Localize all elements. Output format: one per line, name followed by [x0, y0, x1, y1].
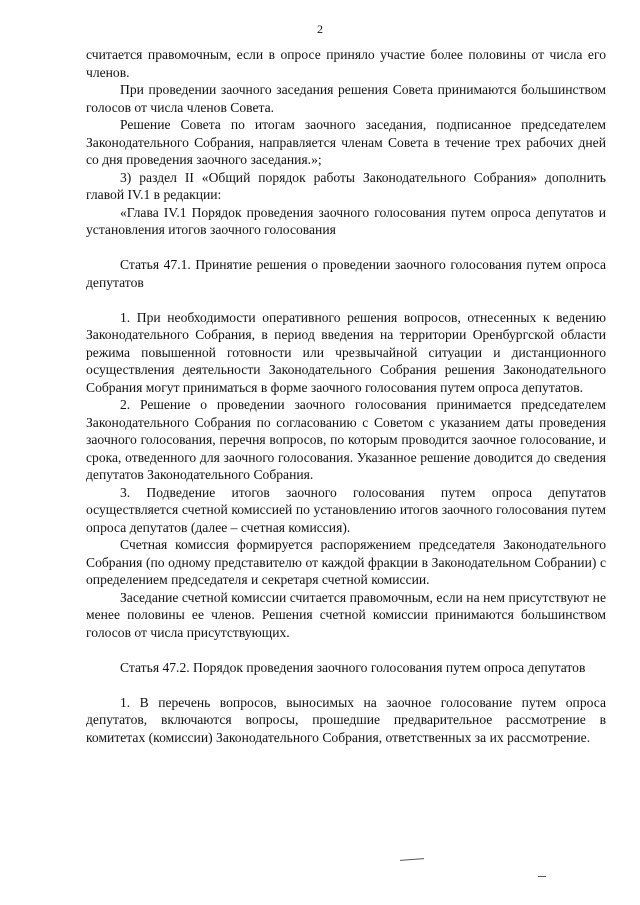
paragraph: При проведении заочного заседания решения Совета принимаются большинством голосов от числа членов Совета. [86, 82, 606, 115]
article-heading-47-1: Статья 47.1. Принятие решения о проведении заочного голосования путем опроса депутатов [86, 257, 606, 290]
document-body [86, 46, 606, 746]
paragraph: Заседание счетной комиссии считается правомочным, если на нем присутствуют не менее половины ее членов. Решения счетной комиссии принимаются большинством голосов от числа присутствующих. [86, 589, 606, 640]
paragraph: 1. В перечень вопросов, выносимых на заочное голосование путем опроса депутатов, включаются вопросы, прошедшие предварительное рассмотрение в комитетах (комиссии) Законодательного Собрания, ответственных за их рассмотрение. [86, 694, 606, 745]
paragraph: 3) раздел II «Общий порядок работы Законодательного Собрания» дополнить главой IV.1 в редакции: [86, 169, 606, 202]
scan-artifact [538, 876, 546, 877]
article-heading-47-2: Статья 47.2. Порядок проведения заочного голосования путем опроса депутатов [120, 659, 586, 675]
paragraph-continuation: считается правомочным, если в опросе приняло участие более половины от числа его членов. [86, 47, 606, 80]
scan-artifact [400, 858, 424, 861]
paragraph: Счетная комиссия формируется распоряжением председателя Законодательного Собрания (по одному представителю от каждой фракции в Законодательном Собрании) с определением председателя и секретаря счетной комиссии. [86, 537, 606, 587]
paragraph: 2. Решение о проведении заочного голосования принимается председателем Законодательного Собрания по согласованию с Советом с указанием даты проведения заочного голосования, перечня вопросов, по которым проводится заочное голосование, и срока, отведенного для заочного голосования. Указанное решение доводится до сведения депутатов Законодательного Собрания. [86, 397, 606, 482]
paragraph: 1. При необходимости оперативного решения вопросов, отнесенных к ведению Законодательного Собрания, в период введения на территории Оренбургской области режима повышенной готовности или чрезвычайной ситуации и дистанционного осуществления деятельности Законодательного Собрания решения Законодательного Собрания могут приниматься в форме заочного голосования путем опроса депутатов. [86, 309, 606, 395]
paragraph: Решение Совета по итогам заочного заседания, подписанное председателем Законодательного Собрания, направляется членам Совета в течение трех рабочих дней со дня проведения заочного заседания.»; [86, 117, 606, 167]
page-number: 2 [317, 22, 323, 36]
paragraph: 3. Подведение итогов заочного голосования путем опроса депутатов осуществляется счетной комиссией по установлению итогов заочного голосования путем опроса депутатов (далее – счетная комиссия). [86, 484, 606, 535]
chapter-heading: «Глава IV.1 Порядок проведения заочного голосования путем опроса депутатов и установления итогов заочного голосования [86, 204, 606, 237]
